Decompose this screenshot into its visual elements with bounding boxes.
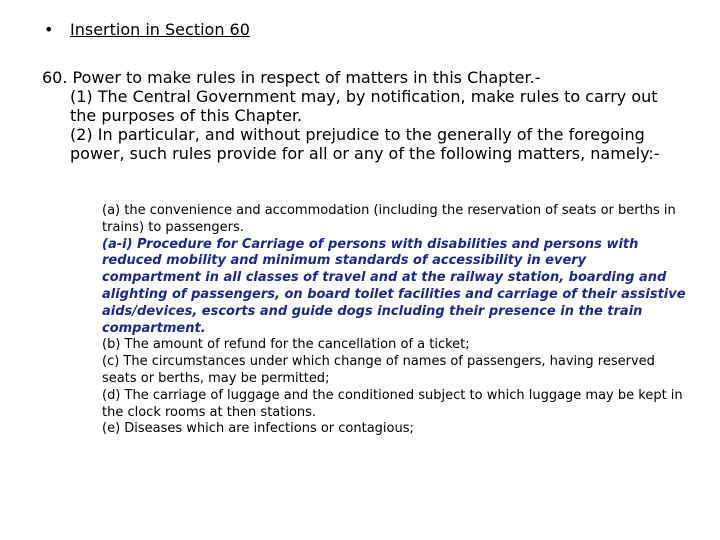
item-c: (c) The circumstances under which change of names of passengers, having reserved seats or berths, may be permitted;: [102, 354, 655, 386]
section-60: [42, 68, 682, 163]
paragraph-1: (1) The Central Government may, by notification, make rules to carry out the purposes of this Chapter.: [70, 87, 658, 125]
item-a: (a) the convenience and accommodation (including the reservation of seats or berths in trains) to passengers.: [102, 203, 676, 235]
heading-title: Insertion in Section 60: [70, 20, 250, 39]
item-e: (e) Diseases which are infections or contagious;: [102, 421, 414, 437]
rule-items-list: [102, 203, 687, 438]
item-d: (d) The carriage of luggage and the conditioned subject to which luggage may be kept in the clock rooms at then stations.: [102, 387, 683, 420]
item-a-i: (a-i) Procedure for Carriage of persons with disabilities and persons with reduced mobility and minimum standards of accessibility in every compartment in all classes of travel and at the railway station, boarding and alighting of passengers, on board toilet facilities and carriage of their assistive aids/devices, escorts and guide dogs including their presence in the train compartment.: [102, 236, 686, 336]
item-b: (b) The amount of refund for the cancellation of a ticket;: [102, 337, 470, 353]
section-title: 60. Power to make rules in respect of matters in this Chapter.-: [42, 68, 541, 87]
bullet-icon: •: [44, 20, 54, 39]
paragraph-2: (2) In particular, and without prejudice to the generally of the foregoing power, such rules provide for all or any of the following matters, namely:-: [70, 125, 660, 163]
heading-row: [44, 20, 250, 40]
